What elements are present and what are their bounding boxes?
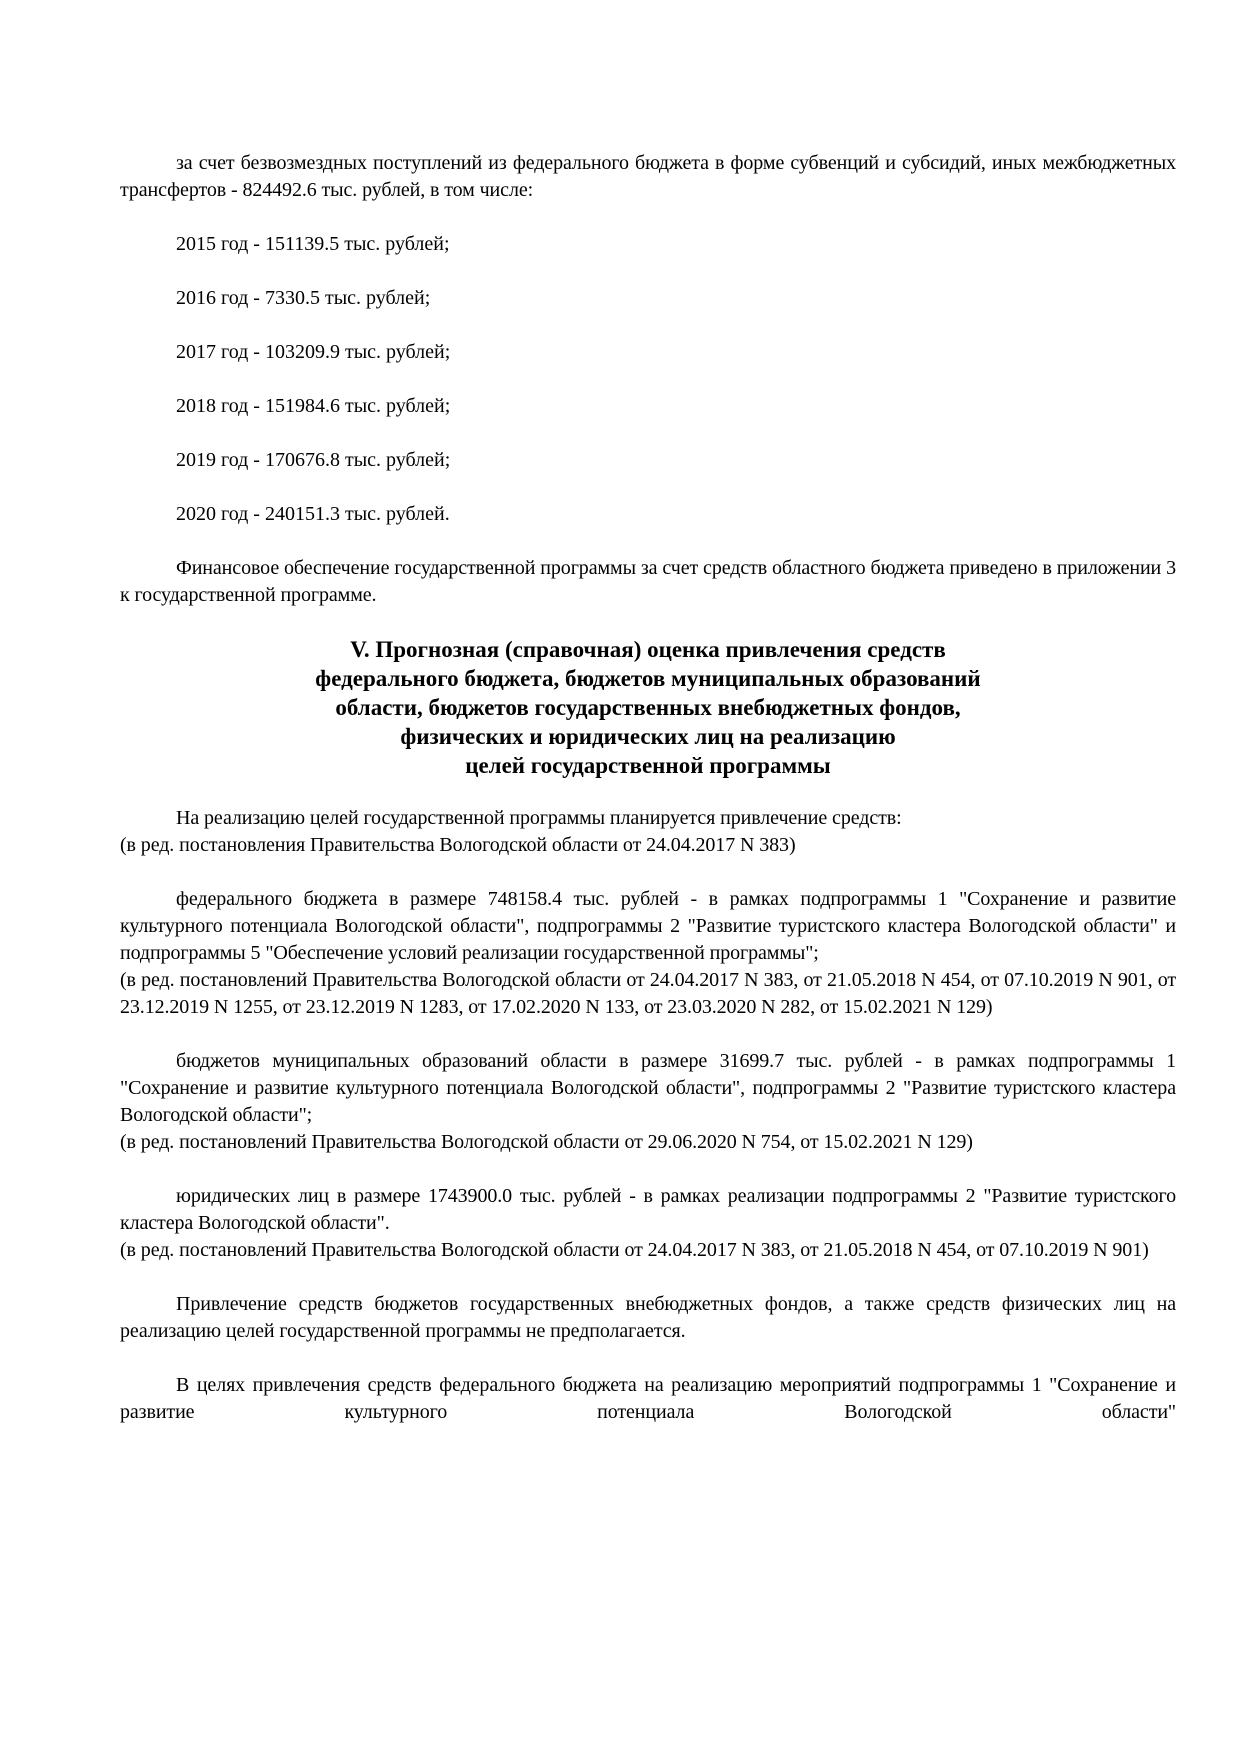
section-heading [120,635,1176,780]
planned-paragraph: На реализацию целей государственной программы планируется привлечение средств: [176,807,902,829]
intro-paragraph: за счет безвозмездных поступлений из федерального бюджета в форме субвенций и субсидий, иных межбюджетных трансфертов - 824492.6 тыс. рублей, в том числе: [120,152,1176,201]
section-heading-line: области, бюджетов государственных внебюджетных фондов, [335,695,961,720]
federal-budget-paragraph: федерального бюджета в размере 748158.4 тыс. рублей - в рамках подпрограммы 1 "Сохранение и развитие культурного потенциала Вологодской области", подпрограммы 2 "Развитие туристского кластера Вологодской области" и подпрограммы 5 "Обеспечение условий реализации государственной программы"; [120,888,1176,964]
section-heading-line: V. Прогнозная (справочная) оценка привлечения средств [350,637,946,662]
year-item-2020: 2020 год - 240151.3 тыс. рублей. [176,503,450,525]
document-page [120,150,1176,1426]
final-paragraph: В целях привлечения средств федерального бюджета на реализацию мероприятий подпрограммы 1 "Сохранение и развитие культурного потенциала Вологодской области" [120,1374,1176,1423]
amendment-note: (в ред. постановлений Правительства Вологодской области от 24.04.2017 N 383, от 21.05.2018 N 454, от 07.10.2019 N 901) [120,1239,1149,1261]
section-heading-line: целей государственной программы [465,753,831,778]
legal-entities-paragraph: юридических лиц в размере 1743900.0 тыс. рублей - в рамках реализации подпрограммы 2 "Развитие туристского кластера Вологодской области". [120,1185,1176,1234]
section-heading-line: физических и юридических лиц на реализацию [400,724,896,749]
amendment-note: (в ред. постановлений Правительства Вологодской области от 24.04.2017 N 383, от 21.05.2018 N 454, от 07.10.2019 N 901, от 23.12.2019 N 1255, от 23.12.2019 N 1283, от 17.02.2020 N 133, от 23.03.2020 N 282, от 15.02.2021 N 129) [120,969,1176,1018]
not-planned-paragraph: Привлечение средств бюджетов государственных внебюджетных фондов, а также средств физических лиц на реализацию целей государственной программы не предполагается. [120,1293,1176,1342]
year-item-2019: 2019 год - 170676.8 тыс. рублей; [176,449,451,471]
amendment-note: (в ред. постановления Правительства Вологодской области от 24.04.2017 N 383) [120,834,796,856]
year-item-2017: 2017 год - 103209.9 тыс. рублей; [176,341,451,363]
amendment-note: (в ред. постановлений Правительства Вологодской области от 29.06.2020 N 754, от 15.02.2021 N 129) [120,1131,973,1153]
financing-paragraph: Финансовое обеспечение государственной программы за счет средств областного бюджета приведено в приложении 3 к государственной программе. [120,557,1176,606]
section-heading-line: федерального бюджета, бюджетов муниципальных образований [315,666,981,691]
year-item-2018: 2018 год - 151984.6 тыс. рублей; [176,395,451,417]
municipal-budget-paragraph: бюджетов муниципальных образований области в размере 31699.7 тыс. рублей - в рамках подпрограммы 1 "Сохранение и развитие культурного потенциала Вологодской области", подпрограммы 2 "Развитие туристского кластера Вологодской области"; [120,1050,1176,1126]
year-item-2015: 2015 год - 151139.5 тыс. рублей; [176,233,450,255]
year-item-2016: 2016 год - 7330.5 тыс. рублей; [176,287,431,309]
